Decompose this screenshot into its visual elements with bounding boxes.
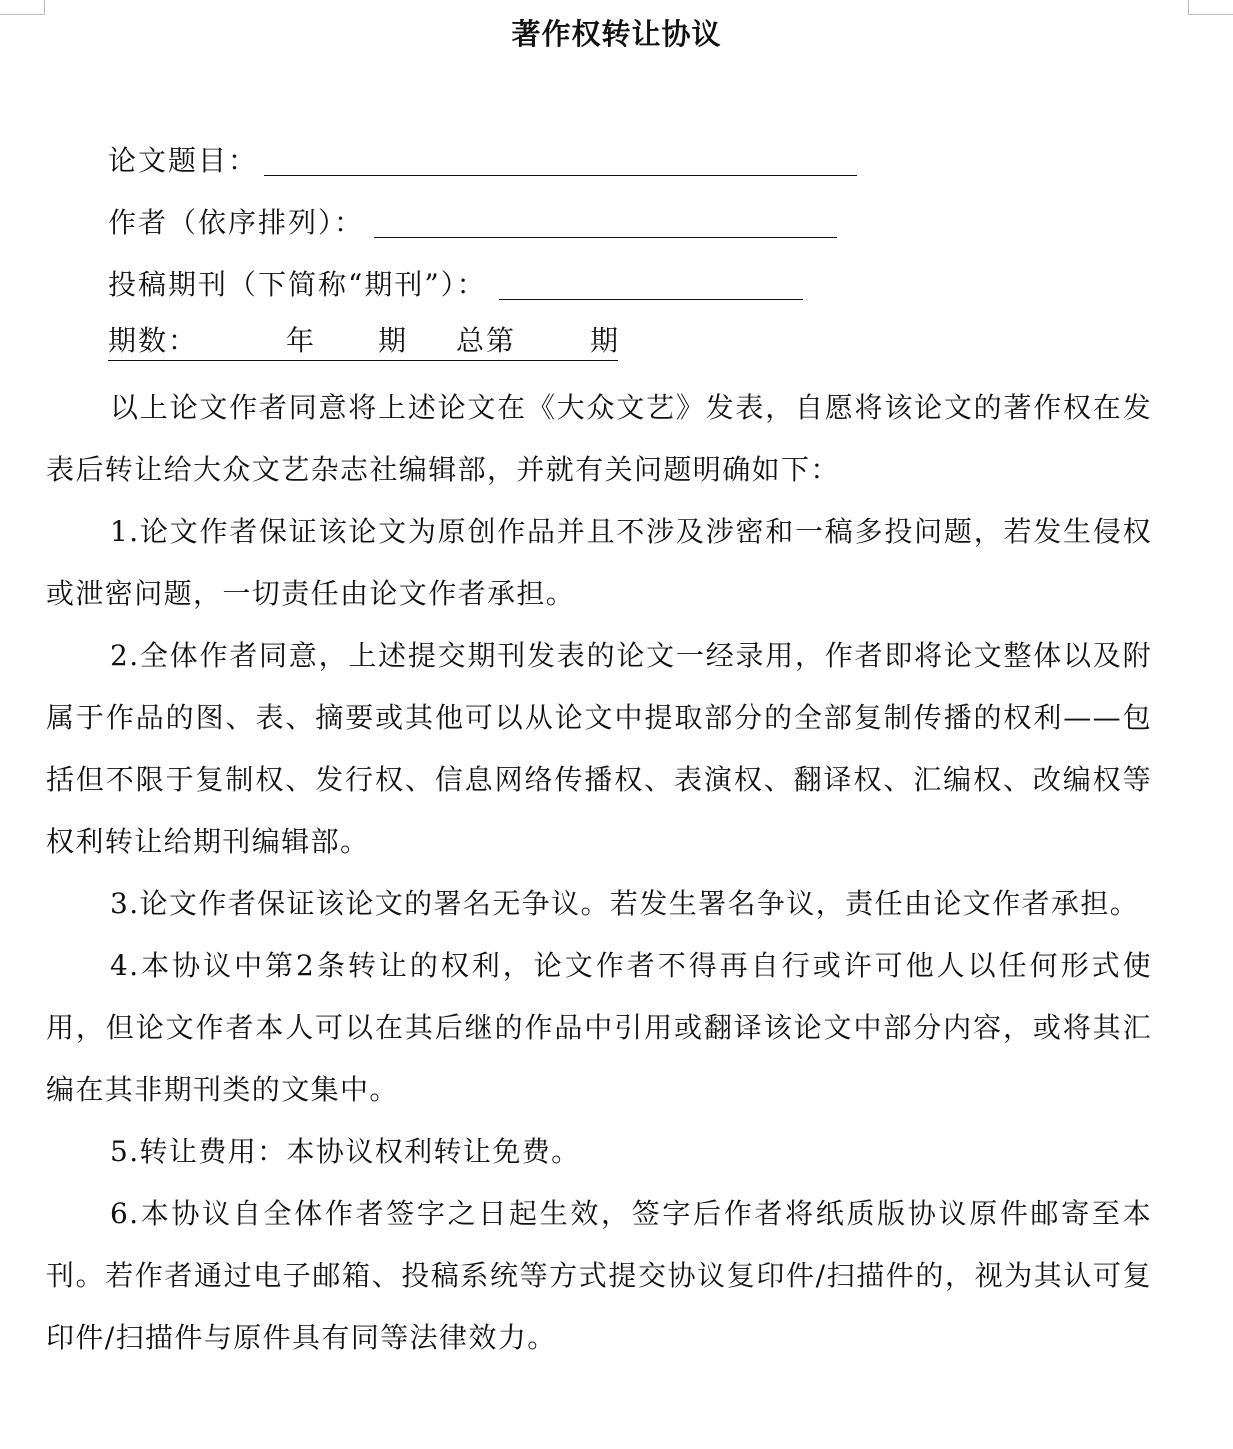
- agreement-body: [46, 377, 1152, 1369]
- issue-period-label: 期: [378, 324, 409, 357]
- clause-3: 3.论文作者保证该论文的署名无争议。若发生署名争议，责任由论文作者承担。: [110, 887, 1140, 920]
- authors-field: [108, 200, 837, 240]
- journal-field: [108, 262, 803, 302]
- paper-title-label: 论文题目：: [108, 144, 259, 177]
- paper-title-blank[interactable]: [264, 145, 857, 176]
- clause-5: 5.转让费用：本协议权利转让免费。: [110, 1135, 581, 1168]
- clause-4: 4.本协议中第2条转让的权利，论文作者不得再自行或许可他人以任何形式使用，但论文作者本人可以在其后继的作品中引用或翻译该论文中部分内容，或将其汇编在其非期刊类的文集中。: [46, 949, 1152, 1106]
- issue-total-prefix: 总第: [456, 324, 517, 357]
- clause-2: 2.全体作者同意，上述提交期刊发表的论文一经录用，作者即将论文整体以及附属于作品的图、表、摘要或其他可以从论文中提取部分的全部复制传播的权利——包括但不限于复制权、发行权、信息网络传播权、表演权、翻译权、汇编权、改编权等权利转让给期刊编辑部。: [46, 639, 1152, 858]
- clause-6: 6.本协议自全体作者签字之日起生效，签字后作者将纸质版协议原件邮寄至本刊。若作者通过电子邮箱、投稿系统等方式提交协议复印件/扫描件的，视为其认可复印件/扫描件与原件具有同等法律效力。: [46, 1197, 1152, 1354]
- issue-year-label: 年: [286, 324, 317, 357]
- paper-title-field: [108, 138, 857, 178]
- issue-total-suffix: 期: [590, 324, 621, 357]
- journal-blank[interactable]: [499, 269, 803, 300]
- authors-label: 作者（依序排列）：: [108, 206, 365, 239]
- journal-label: 投稿期刊（下简称“期刊”）：: [108, 268, 487, 301]
- intro-paragraph: 以上论文作者同意将上述论文在《大众文艺》发表，自愿将该论文的著作权在发表后转让给大众文艺杂志社编辑部，并就有关问题明确如下：: [46, 391, 1152, 486]
- issue-label: 期数：: [108, 324, 199, 357]
- clause-1: 1.论文作者保证该论文为原创作品并且不涉及涉密和一稿多投问题，若发生侵权或泄密问题，一切责任由论文作者承担。: [46, 515, 1152, 610]
- issue-number-line: [108, 324, 621, 361]
- authors-blank[interactable]: [374, 207, 837, 238]
- document-title: 著作权转让协议: [511, 17, 722, 51]
